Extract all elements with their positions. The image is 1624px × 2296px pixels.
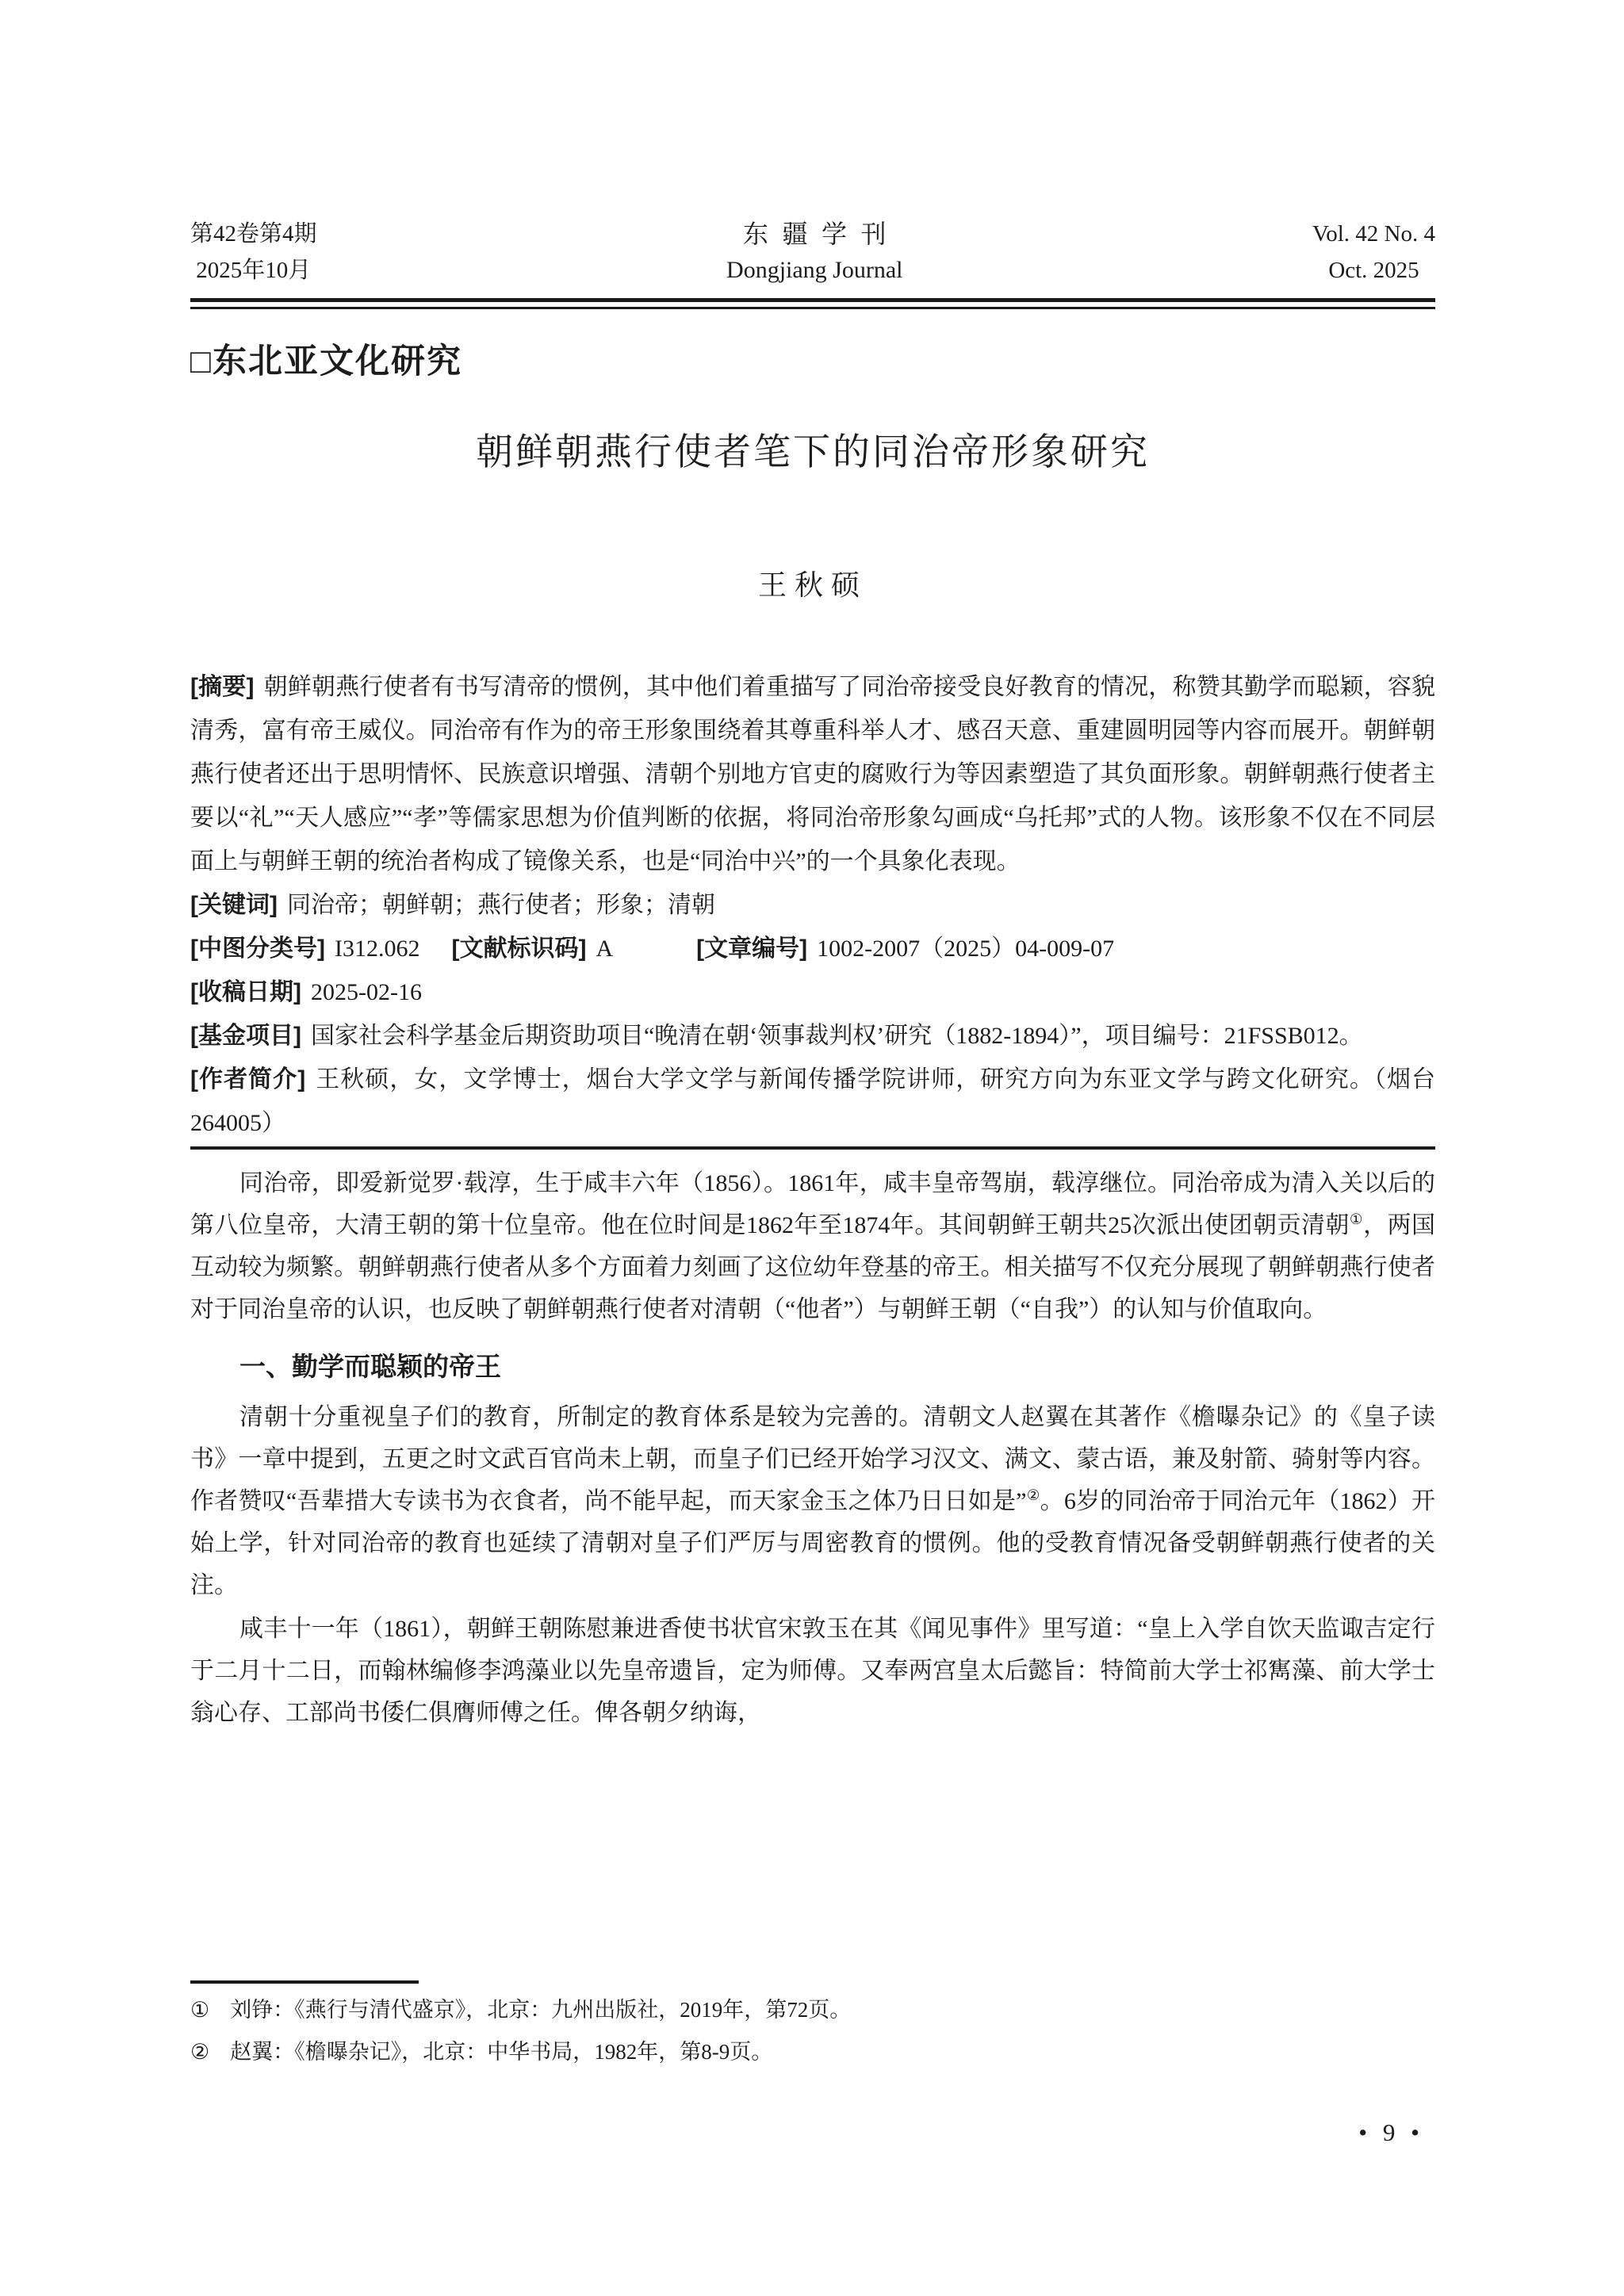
funding	[190, 1014, 1435, 1058]
received-date	[190, 970, 1435, 1014]
article-id-label: [文章编号]	[696, 936, 808, 962]
paragraph-text: 咸丰十一年（1861），朝鲜王朝陈慰兼进香使书状官宋敦玉在其《闻见事件》里写道：“皇上入学自饮天监诹吉定行于二月十二日，而翰林编修李鸿藻业以先皇帝遗旨，定为师傅。又奉两宫皇太后懿旨：特简前大学士祁寯藻、前大学士翁心存、工部尚书倭仁俱膺师傅之任。俾各朝夕纳诲，	[190, 1616, 1435, 1726]
abstract-label: [摘要]	[190, 674, 255, 700]
paragraph	[190, 1162, 1435, 1330]
doc-code-value: A	[596, 936, 614, 962]
paragraph-text: 同治帝，即爱新觉罗·载淳，生于咸丰六年（1856）。1861年，咸丰皇帝驾崩，载淳继位。同治帝成为清入关以后的第八位皇帝，大清王朝的第十位皇帝。他在位时间是1862年至1874年。其间朝鲜王朝共25次派出使团朝贡清朝	[190, 1170, 1435, 1238]
header-issue-info	[190, 216, 317, 289]
paragraph-text: ，两国互动较为频繁。朝鲜朝燕行使者从多个方面着力刻画了这位幼年登基的帝王。相关描写不仅充分展现了朝鲜朝燕行使者对于同治皇帝的认识，也反映了朝鲜朝燕行使者对清朝（“他者”）与朝鲜王朝（“自我”）的认知与价值取向。	[190, 1212, 1436, 1322]
page-number: • 9 •	[1358, 2118, 1424, 2146]
date-en: Oct. 2025	[1328, 258, 1419, 283]
footnote-2-text: 赵翼：《檐曝杂记》，北京：中华书局，1982年，第8-9页。	[230, 2040, 773, 2064]
footnotes	[190, 1980, 1435, 2068]
footnote-ref-2: ②	[1026, 1487, 1040, 1504]
front-matter-rule	[190, 1146, 1435, 1150]
footnote-ref-1: ①	[1349, 1211, 1364, 1228]
abstract	[190, 665, 1435, 883]
paragraph-text: 。6岁的同治帝于同治元年（1862）开始上学，针对同治帝的教育也延续了清朝对皇子们严厉与周密教育的惯例。他的受教育情况备受朝鲜朝燕行使者的关注。	[190, 1488, 1435, 1598]
volume-issue-cn: 第42卷第4期	[190, 221, 317, 247]
keywords	[190, 883, 1435, 927]
article-title: 朝鲜朝燕行使者笔下的同治帝形象研究	[476, 432, 1150, 473]
author-bio-text: 王秋硕，女，文学博士，烟台大学文学与新闻传播学院讲师，研究方向为东亚文学与跨文化研究。（烟台 264005）	[190, 1066, 1436, 1136]
footnote-2-marker: ②	[190, 2040, 210, 2064]
received-label: [收稿日期]	[190, 979, 301, 1005]
abstract-text: 朝鲜朝燕行使者有书写清帝的惯例，其中他们着重描写了同治帝接受良好教育的情况，称赞其勤学而聪颖，容貌清秀，富有帝王威仪。同治帝有作为的帝王形象围绕着其尊重科举人才、感召天意、重建圆明园等内容而展开。朝鲜朝燕行使者还出于思明情怀、民族意识增强、清朝个别地方官吏的腐败行为等因素塑造了其负面形象。朝鲜朝燕行使者主要以“礼”“天人感应”“孝”等儒家思想为价值判断的依据，将同治帝形象勾画成“乌托邦”式的人物。该形象不仅在不同层面上与朝鲜王朝的统治者构成了镜像关系，也是“同治中兴”的一个具象化表现。	[190, 674, 1436, 874]
funding-text: 国家社会科学基金后期资助项目“晚清在朝‘领事裁判权’研究（1882-1894）”，项目编号：21FSSB012。	[310, 1023, 1363, 1049]
paragraph	[190, 1396, 1435, 1606]
funding-label: [基金项目]	[190, 1023, 301, 1049]
footnote-rule	[190, 1980, 419, 1984]
received-value: 2025-02-16	[310, 979, 422, 1005]
keywords-text: 同治帝；朝鲜朝；燕行使者；形象；清朝	[286, 892, 715, 918]
author-bio-label: [作者简介]	[190, 1066, 306, 1093]
column-section-label: □东北亚文化研究	[190, 342, 462, 381]
header-rule	[190, 298, 1435, 309]
paragraph	[190, 1608, 1435, 1734]
journal-header	[190, 216, 1435, 289]
keywords-label: [关键词]	[190, 892, 278, 918]
article-author: 王秋硕	[757, 569, 868, 601]
footnote-2	[190, 2036, 1435, 2068]
author-bio	[190, 1058, 1435, 1145]
classification-row	[190, 927, 1435, 970]
journal-name-en: Dongjiang Journal	[726, 257, 903, 283]
journal-name-block	[726, 216, 902, 289]
footnote-1	[190, 1994, 1435, 2026]
header-issue-info-en	[1312, 216, 1435, 289]
paragraph-text: 清朝十分重视皇子们的教育，所制定的教育体系是较为完善的。清朝文人赵翼在其著作《檐曝杂记》的《皇子读书》一章中提到，五更之时文武百官尚未上朝，而皇子们已经开始学习汉文、满文、蒙古语，兼及射箭、骑射等内容。作者赞叹“吾辈措大专读书为衣食者，尚不能早起，而天家金玉之体乃日日如是”	[190, 1404, 1435, 1514]
clc-label: [中图分类号]	[190, 936, 325, 962]
article-id-value: 1002-2007（2025）04-009-07	[817, 936, 1115, 962]
volume-issue-en: Vol. 42 No. 4	[1312, 221, 1435, 247]
footnote-1-text: 刘铮：《燕行与清代盛京》，北京：九州出版社，2019年，第72页。	[230, 1998, 852, 2022]
doc-code-label: [文献标识码]	[451, 936, 587, 962]
date-cn: 2025年10月	[196, 258, 312, 283]
section-heading-1: 一、勤学而聪颖的帝王	[239, 1352, 501, 1381]
footnote-1-marker: ①	[190, 1998, 210, 2022]
clc-value: I312.062	[334, 936, 420, 962]
article-body	[190, 1162, 1435, 1734]
journal-name-cn: 东疆学刊	[742, 220, 901, 248]
front-matter	[190, 665, 1435, 1145]
